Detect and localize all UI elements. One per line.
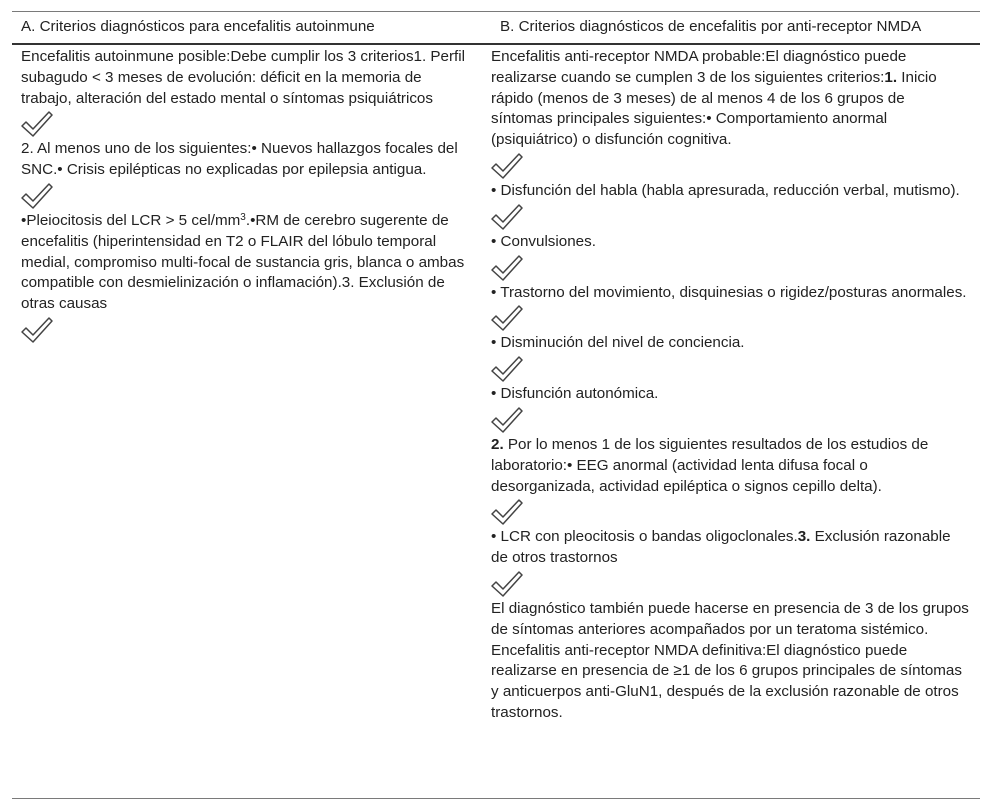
check-mark-icon <box>490 151 524 181</box>
header-col-b: B. Criterios diagnósticos de encefalitis por anti-receptor NMDA <box>500 18 922 36</box>
paragraph: • Trastorno del movimiento, disquinesias o rigidez/posturas anormales. <box>491 283 967 301</box>
paragraph: Encefalitis anti-receptor NMDA probable:El diagnóstico puede realizarse cuando se cumplen 3 de los siguientes criterios:1. Inicio rápido (menos de 3 meses) de al menos 4 de los 6 grupos de síntomas principales siguientes:• Comportamiento anormal (psiquiátrico) o disfunción cognitiva. <box>491 48 937 149</box>
table-header <box>12 12 980 45</box>
paragraph: • Disminución del nivel de conciencia. <box>491 334 745 352</box>
check-mark-icon <box>20 181 54 211</box>
table-body <box>12 45 980 799</box>
paragraph: •Pleiocitosis del LCR > 5 cel/$mm^3.•RM$ de cerebro sugerente de encefalitis (hiperintensidad en T2 o FLAIR del lóbulo temporal medial, compromiso multi-focal de sustancia gris, blanca o ambas compatible con desmielinización o inflamación).3. Exclusión de otras causas <box>21 211 465 313</box>
check-mark-icon <box>490 202 524 232</box>
paragraph: • Disfunción del habla (habla apresurada, reducción verbal, mutismo). <box>491 181 960 199</box>
paragraph: El diagnóstico también puede hacerse en presencia de 3 de los grupos de síntomas anteriores acompañados por un teratoma sistémico. <box>491 599 969 638</box>
check-mark-icon <box>20 315 54 345</box>
check-mark-icon <box>490 405 524 435</box>
cell-col-a <box>12 45 482 798</box>
criteria-table <box>12 11 980 799</box>
paragraph: Encefalitis anti-receptor NMDA definitiva:El diagnóstico puede realizarse en presencia de ≥1 de los 6 grupos principales de síntomas y anticuerpos anti-GluN1, después de la exclusión razonable de otros trastornos. <box>491 641 962 721</box>
check-mark-icon <box>490 253 524 283</box>
paragraph: 2. Por lo menos 1 de los siguientes resultados de los estudios de laboratorio:• EEG anormal (actividad lenta difusa focal o desorganizada, actividad epiléptica o signos cepillo delta). <box>491 435 929 495</box>
check-mark-icon <box>20 109 54 139</box>
check-mark-icon <box>490 569 524 599</box>
check-mark-icon <box>490 354 524 384</box>
paragraph: • Convulsiones. <box>491 232 596 250</box>
header-col-a: A. Criterios diagnósticos para encefalitis autoinmune <box>21 18 375 36</box>
paragraph: 2. Al menos uno de los siguientes:• Nuevos hallazgos focales del SNC.• Crisis epilépticas no explicadas por epilepsia antigua. <box>21 140 458 179</box>
paragraph: Encefalitis autoinmune posible:Debe cumplir los 3 criterios1. Perfil subagudo < 3 meses de evolución: déficit en la memoria de trabajo, alteración del estado mental o síntomas psiquiátricos <box>21 48 466 107</box>
cell-col-b <box>482 45 980 798</box>
check-mark-icon <box>490 303 524 333</box>
check-mark-icon <box>490 497 524 527</box>
paragraph: • LCR con pleocitosis o bandas oligoclonales.3. Exclusión razonable de otros trastornos <box>491 528 951 567</box>
paragraph: • Disfunción autonómica. <box>491 385 659 403</box>
